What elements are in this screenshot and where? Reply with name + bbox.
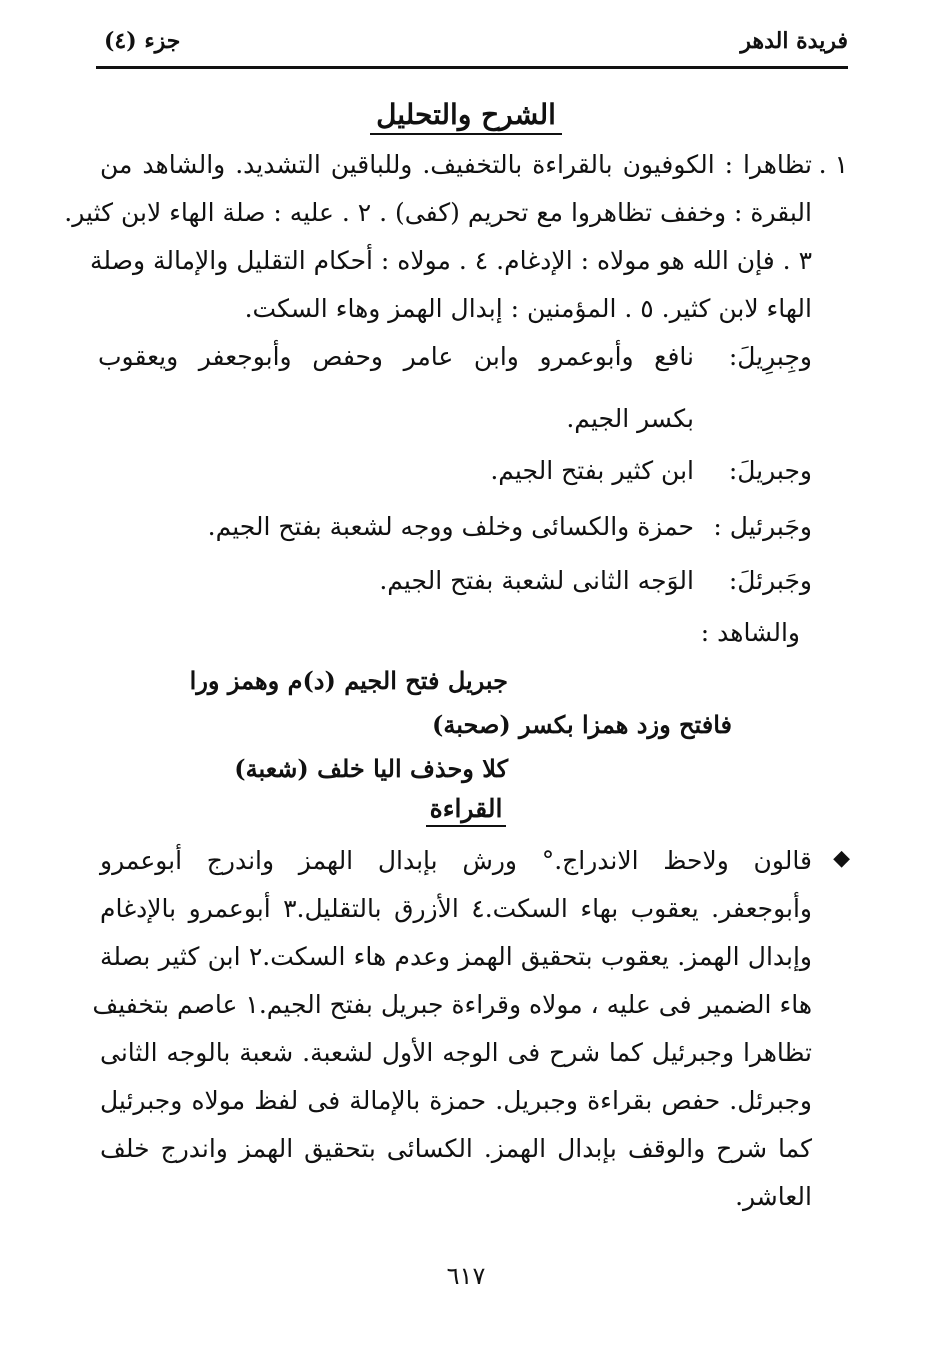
poem-verse: جبريل فتح الجيم (د)م وهمز ورا xyxy=(189,666,508,695)
reading-line: وأبوجعفر. يعقوب بهاء السكت.٤ الأزرق بالتقليل.٣ أبوعمرو بالإدغام xyxy=(100,894,812,923)
paragraph-line: ٣ . فإن الله هو مولاه : الإدغام. ٤ . مولاه : أحكام التقليل والإمالة وصلة xyxy=(90,246,812,275)
variant-term: وجَبرئلَ: xyxy=(728,566,812,595)
witness-label: والشاهد : xyxy=(700,618,800,647)
reading-line: تظاهرا وجبرئيل كما شرح فى الوجه الأول لشعبة. شعبة بالوجه الثانى xyxy=(100,1038,812,1067)
variant-desc-cont: بكسر الجيم. xyxy=(566,404,694,433)
variant-term: وجِبرِيلَ: xyxy=(728,342,812,371)
variant-desc: الوَجه الثانى لشعبة بفتح الجيم. xyxy=(379,566,694,595)
reading-line: هاء الضمير فى عليه ، مولاه وقراءة جبريل بفتح الجيم.١ عاصم بتخفيف xyxy=(92,990,812,1019)
poem-verse: كلا وحذف اليا خلف (شعبة) xyxy=(234,754,508,783)
paragraph-line: الهاء لابن كثير. ٥ . المؤمنين : إبدال الهمز وهاء السكت. xyxy=(244,294,812,323)
variant-desc: نافع وأبوعمرو وابن عامر وحفص وأبوجعفر ويعقوب xyxy=(98,342,694,371)
reading-line: العاشر. xyxy=(735,1182,812,1211)
reading-line: وإبدال الهمز. يعقوب بتحقيق الهمز وعدم هاء السكت.٢ ابن كثير بصلة xyxy=(100,942,812,971)
paragraph-line: تظاهرا : الكوفيون بالقراءة بالتخفيف. وللباقين التشديد. والشاهد من xyxy=(100,150,812,179)
running-title: فريدة الدهر xyxy=(740,28,848,54)
reading-title: القراءة xyxy=(0,794,932,823)
reading-line: قالون ولاحظ الاندراج.° ورش بإبدال الهمز واندرج أبوعمرو xyxy=(100,846,812,875)
paragraph-line: البقرة : وخفف تظاهروا مع تحريم (كفى) . ٢ . عليه : صلة الهاء لابن كثير. xyxy=(64,198,812,227)
reading-line: وجبرئل. حفص بقراءة وجبريل. حمزة بالإمالة فى لفظ مولاه وجبرئيل xyxy=(100,1086,812,1115)
volume-label: جزء (٤) xyxy=(104,28,181,54)
header-rule xyxy=(96,66,848,69)
variant-desc: ابن كثير بفتح الجيم. xyxy=(490,456,694,485)
variant-desc: حمزة والكسائى وخلف ووجه لشعبة بفتح الجيم. xyxy=(207,512,694,541)
page-number: ٦١٧ xyxy=(446,1262,486,1290)
variant-term: وجَبرئيل : xyxy=(713,512,812,541)
reading-line: كما شرح والوقف بإبدال الهمز. الكسائى بتحقيق الهمز واندرج خلف xyxy=(100,1134,812,1163)
item-number: ١ . xyxy=(818,150,848,179)
variant-term: وجبريلَ: xyxy=(728,456,812,485)
diamond-bullet-icon: ◆ xyxy=(833,846,850,871)
poem-verse: فافتح وزد همزا بكسر (صحبة) xyxy=(432,710,732,739)
section-title: الشرح والتحليل xyxy=(0,98,932,131)
